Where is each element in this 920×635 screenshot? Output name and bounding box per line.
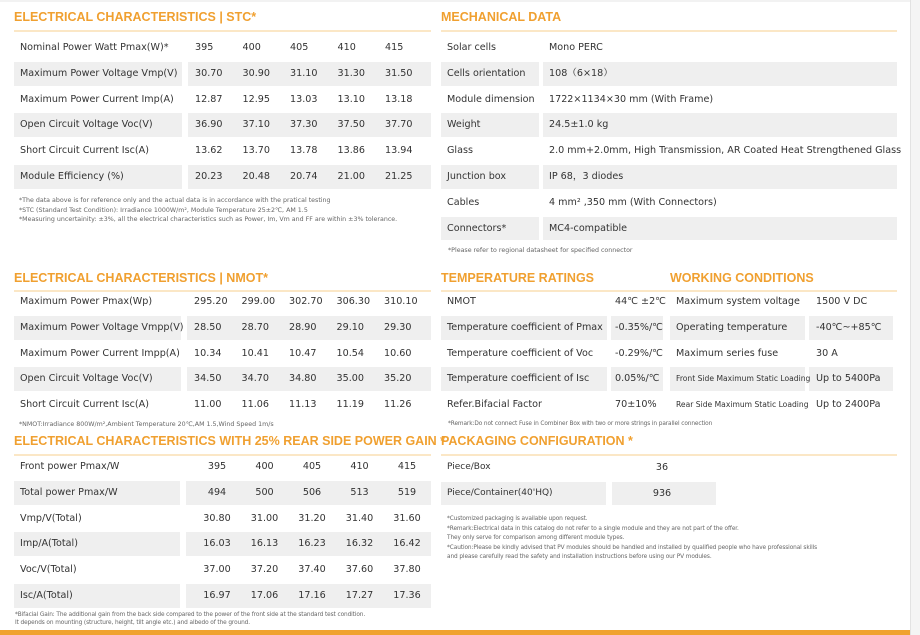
packaging-notes xyxy=(447,515,817,563)
row-label: Cables xyxy=(447,196,480,208)
row-value: 306.30 xyxy=(336,296,371,307)
row-label: Module dimension xyxy=(447,93,535,105)
row-value: 37.70 xyxy=(385,119,413,131)
row-value: 70±10% xyxy=(615,399,657,411)
row-label: Imp/A(Total) xyxy=(20,538,78,550)
stc-notes xyxy=(19,196,397,225)
packaging-note: *Customized packaging is available upon request. xyxy=(447,516,588,522)
row-value: 16.03 xyxy=(203,538,231,550)
row-label: Junction box xyxy=(447,170,507,182)
row-value: 31.20 xyxy=(298,512,326,524)
row-value: -40℃~+85℃ xyxy=(816,321,882,333)
rear-note: *Bifacial Gain: The additional gain from the back side compared to the power of the front side at the standard test condition. xyxy=(15,612,366,618)
row-value: 34.70 xyxy=(241,373,269,385)
row-value: 11.00 xyxy=(194,399,222,411)
row-value: 415 xyxy=(385,42,404,53)
row-value: 37.80 xyxy=(393,564,421,576)
row-value: 10.41 xyxy=(241,347,269,359)
row-label: NMOT xyxy=(447,296,476,307)
row-label: Short Circuit Current Isc(A) xyxy=(20,399,149,411)
row-value: 30.90 xyxy=(242,67,270,79)
row-value: 44℃ ±2℃ xyxy=(615,296,666,307)
row-value: 410 xyxy=(337,42,356,53)
row-value: 16.23 xyxy=(298,538,326,550)
row-value: 30 A xyxy=(816,347,838,359)
row-value: 17.16 xyxy=(298,589,326,601)
row-value: 410 xyxy=(350,461,369,472)
stc-note: *The data above is for reference only and the actual data is in accordance with the pratical testing xyxy=(19,197,331,204)
row-value: 37.30 xyxy=(290,119,318,131)
row-value: 37.20 xyxy=(250,564,279,576)
row-value: 519 xyxy=(397,486,417,498)
row-value: 13.70 xyxy=(242,145,270,157)
row-value: 415 xyxy=(397,461,417,472)
row-label: Operating temperature xyxy=(676,321,788,333)
row-value: 295.20 xyxy=(194,296,228,307)
row-value: 31.50 xyxy=(385,67,413,79)
row-label: Temperature coefficient of Voc xyxy=(447,347,594,359)
row-label: Maximum Power Current Impp(A) xyxy=(20,347,180,359)
row-value: 37.00 xyxy=(203,564,231,576)
working-title: WORKING CONDITIONS xyxy=(670,271,814,285)
row-value: 395 xyxy=(207,461,227,472)
row-label: Isc/A(Total) xyxy=(20,589,73,601)
row-label: Piece/Box xyxy=(447,462,491,472)
row-value: 16.42 xyxy=(393,538,421,550)
row-value: 302.70 xyxy=(289,296,323,307)
row-label: Cells orientation xyxy=(447,67,526,79)
row-value: 37.50 xyxy=(337,119,365,131)
row-label: Rear Side Maximum Static Loading xyxy=(676,400,809,410)
row-value: 28.90 xyxy=(289,321,317,333)
row-value: 24.5±1.0 kg xyxy=(549,119,609,131)
row-label: Front power Pmax/W xyxy=(20,461,120,472)
row-label: Voc/V(Total) xyxy=(20,564,77,576)
row-label: Piece/Container(40'HQ) xyxy=(447,487,553,498)
packaging-note: and please carefully read the safety and installation instructions before using our PV modules. xyxy=(447,554,712,560)
row-value: Up to 2400Pa xyxy=(816,399,881,411)
row-value: 12.87 xyxy=(195,93,223,105)
row-label: Front Side Maximum Static Loading xyxy=(676,374,811,384)
row-label: Connectors* xyxy=(447,222,507,234)
row-label: Maximum Power Voltage Vmpp(V) xyxy=(20,321,184,333)
row-label: Solar cells xyxy=(447,42,497,53)
row-value: 31.60 xyxy=(393,512,421,524)
row-value: -0.35%/℃ xyxy=(615,321,663,333)
row-value: 11.26 xyxy=(384,399,412,411)
row-label: Temperature coefficient of Isc xyxy=(447,373,590,385)
row-value: 37.60 xyxy=(345,564,374,576)
row-value: 29.10 xyxy=(336,321,364,333)
row-value: 37.40 xyxy=(298,564,326,576)
row-value: 31.00 xyxy=(250,512,279,524)
row-value: 16.32 xyxy=(345,538,374,550)
row-value: 11.19 xyxy=(336,399,364,411)
row-value: 395 xyxy=(195,42,214,53)
row-value: 13.62 xyxy=(195,145,223,157)
row-value: MC4-compatible xyxy=(549,222,628,234)
row-value: 21.00 xyxy=(337,170,365,182)
packaging-note: *Caution:Please be kindly advised that PV modules should be handled and installed by qualified people who have professional skills xyxy=(447,544,818,551)
row-value: 10.34 xyxy=(194,347,222,359)
row-value: 17.36 xyxy=(393,589,421,601)
row-value: 37.10 xyxy=(242,119,270,131)
row-value: 31.40 xyxy=(345,512,374,524)
row-value: 1500 V DC xyxy=(816,296,868,307)
scrollbar[interactable] xyxy=(910,0,920,635)
rear-note: It depends on mounting (structure, height, tilt angle etc.) and albedo of the ground. xyxy=(15,620,251,626)
row-label: Glass xyxy=(447,145,473,157)
row-value: 17.27 xyxy=(345,589,374,601)
top-border xyxy=(0,0,910,2)
row-value: 10.47 xyxy=(289,347,317,359)
row-value: 11.13 xyxy=(289,399,317,411)
row-label: Open Circuit Voltage Voc(V) xyxy=(20,119,153,131)
row-value: 0.05%/℃ xyxy=(615,373,660,385)
row-value: 108（6×18） xyxy=(549,67,613,79)
row-value: 1722×1134×30 mm (With Frame) xyxy=(549,93,714,105)
row-label: Vmp/V(Total) xyxy=(20,512,82,524)
row-label: Maximum Power Pmax(Wp) xyxy=(20,296,153,307)
row-value: 4 mm² ,350 mm (With Connectors) xyxy=(549,196,717,208)
row-value: 494 xyxy=(207,486,227,498)
mechanical-note: *Please refer to regional datasheet for specified connector xyxy=(448,247,633,254)
row-label: Maximum system voltage xyxy=(676,296,800,307)
row-value: 20.74 xyxy=(290,170,318,182)
row-value: 28.50 xyxy=(194,321,222,333)
row-value: 405 xyxy=(302,461,322,472)
row-label: Maximum series fuse xyxy=(676,347,779,359)
row-label: Temperature coefficient of Pmax xyxy=(447,321,603,333)
row-value: 13.78 xyxy=(290,145,318,157)
row-value: Mono PERC xyxy=(549,42,603,53)
rear-notes xyxy=(15,611,365,627)
row-value: 34.80 xyxy=(289,373,317,385)
packaging-title: PACKAGING CONFIGURATION * xyxy=(441,434,633,448)
row-value: 35.20 xyxy=(384,373,412,385)
row-value: 936 xyxy=(652,487,672,499)
row-value: 13.94 xyxy=(385,145,413,157)
packaging-note: They only serve for comparison among different module types. xyxy=(447,535,625,541)
packaging-note: *Remark:Electrical data in this catalog do not refer to a single module and they are not part of the offer. xyxy=(447,525,739,532)
stc-title: ELECTRICAL CHARACTERISTICS | STC* xyxy=(14,10,257,24)
row-label: Maximum Power Current Imp(A) xyxy=(20,93,174,105)
row-value: 405 xyxy=(290,42,309,53)
row-value: 506 xyxy=(302,486,322,498)
stc-note: *STC (Standard Test Condition): Irradiance 1000W/m², Module Temperature 25±2℃, AM 1.5 xyxy=(19,206,308,214)
row-value: 29.30 xyxy=(384,321,412,333)
row-label: Short Circuit Current Isc(A) xyxy=(20,145,149,157)
mechanical-rule xyxy=(441,30,897,32)
row-value: 20.48 xyxy=(242,170,270,182)
row-value: 16.97 xyxy=(203,589,231,601)
row-value: 12.95 xyxy=(242,93,270,105)
row-value: 35.00 xyxy=(336,373,364,385)
row-value: 21.25 xyxy=(385,170,413,182)
nmot-note: *NMOT:Irradiance 800W/m²,Ambient Temperature 20℃,AM 1.5,Wind Speed 1m/s xyxy=(19,421,274,428)
rear-title: ELECTRICAL CHARACTERISTICS WITH 25% REAR SIDE POWER GAIN * xyxy=(14,434,446,448)
row-value: 16.13 xyxy=(250,538,279,550)
row-value: 30.70 xyxy=(195,67,223,79)
row-value: 11.06 xyxy=(241,399,269,411)
row-value: 30.80 xyxy=(203,512,231,524)
row-value: 299.00 xyxy=(241,296,276,307)
nmot-title: ELECTRICAL CHARACTERISTICS | NMOT* xyxy=(14,271,268,285)
temperature-note: *Remark:Do not connect Fuse in Combiner Box with two or more strings in parallel connection xyxy=(448,421,713,427)
row-value: 31.30 xyxy=(337,67,365,79)
row-value: 17.06 xyxy=(250,589,279,601)
row-value: 400 xyxy=(242,42,261,53)
row-label: Open Circuit Voltage Voc(V) xyxy=(20,373,153,385)
row-value: 500 xyxy=(255,486,274,498)
bottom-accent-bar xyxy=(0,630,910,635)
row-value: 36 xyxy=(655,462,669,473)
row-value: 513 xyxy=(350,486,369,498)
row-value: -0.29%/℃ xyxy=(615,347,663,359)
row-value: 310.10 xyxy=(384,296,418,307)
row-value: 13.18 xyxy=(385,93,413,105)
stc-note: *Measuring uncertainity: ±3%, all the electrical characteristics such as Power, Im, Vm and FF are within ±3% tolerance. xyxy=(19,216,398,223)
temperature-title: TEMPERATURE RATINGS xyxy=(441,271,595,285)
row-value: Up to 5400Pa xyxy=(816,373,881,385)
row-value: 13.10 xyxy=(337,93,365,105)
row-value: 28.70 xyxy=(241,321,269,333)
row-label: Total power Pmax/W xyxy=(20,486,118,498)
row-label: Maximum Power Voltage Vmp(V) xyxy=(20,67,178,79)
row-value: 400 xyxy=(255,461,274,472)
row-value: 2.0 mm+2.0mm, High Transmission, AR Coated Heat Strengthened Glass xyxy=(549,145,902,157)
row-value: 20.23 xyxy=(195,170,223,182)
mechanical-title: MECHANICAL DATA xyxy=(441,10,562,24)
row-label: Nominal Power Watt Pmax(W)* xyxy=(20,42,169,53)
row-value: 36.90 xyxy=(195,119,223,131)
row-value: 31.10 xyxy=(290,67,318,79)
row-label: Refer.Bifacial Factor xyxy=(447,399,542,411)
stc-rule xyxy=(14,30,431,32)
row-value: 13.03 xyxy=(290,93,318,105)
row-value: 13.86 xyxy=(337,145,365,157)
row-value: 10.54 xyxy=(336,347,364,359)
row-value: 10.60 xyxy=(384,347,412,359)
row-value: 34.50 xyxy=(194,373,222,385)
row-value: IP 68，3 diodes xyxy=(549,170,624,182)
row-label: Module Efficiency (%) xyxy=(20,170,124,182)
row-label: Weight xyxy=(447,119,481,131)
